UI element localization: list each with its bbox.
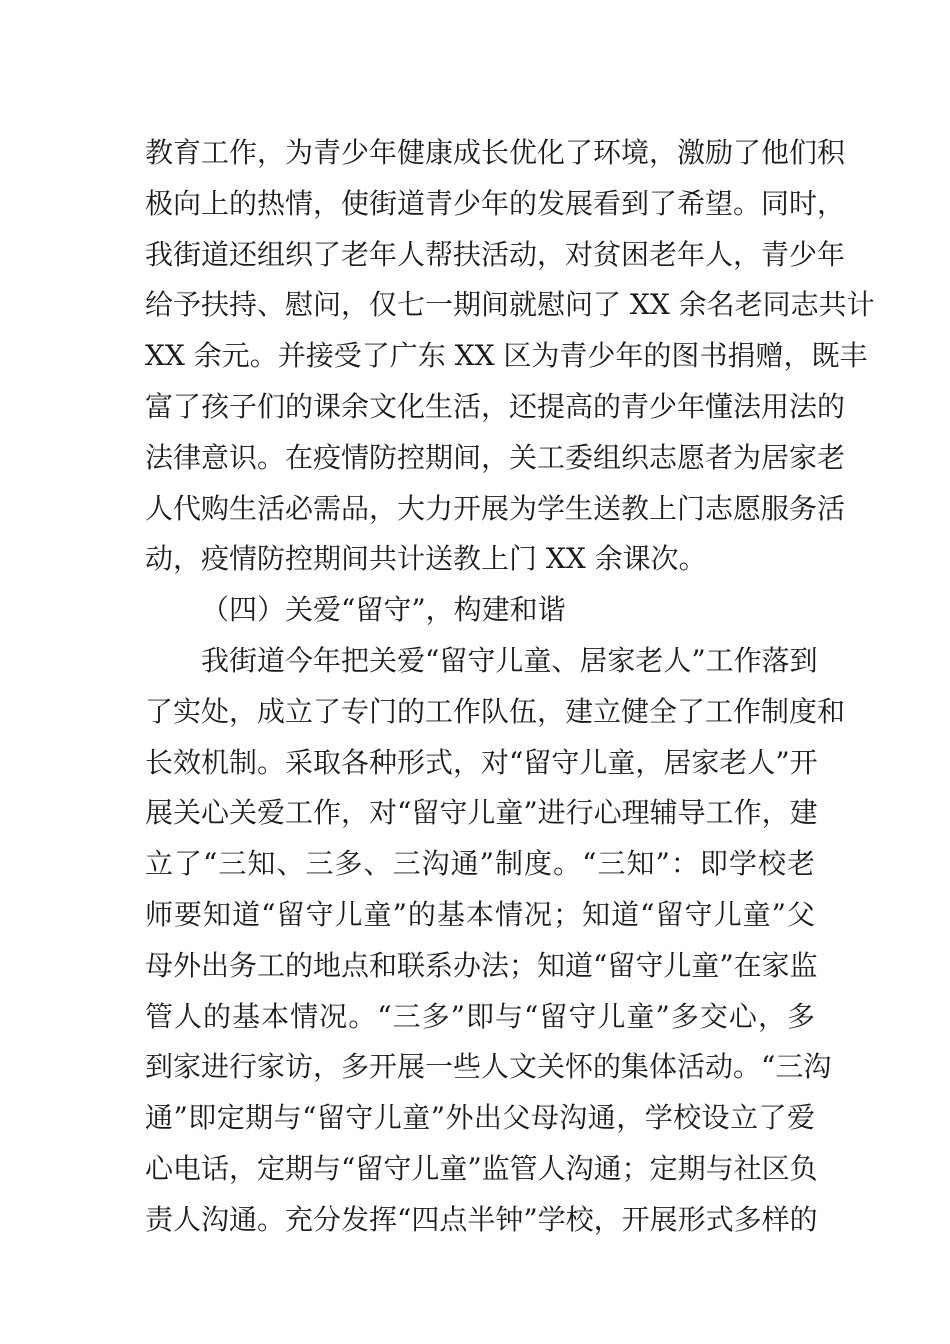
text-line: 管人的基本情况。“三多”即与“留守儿童”多交心，多 [145, 999, 815, 1033]
section-heading: （四）关爱“留守”，构建和谐 [201, 593, 566, 627]
text-line: 我街道今年把关爱“留守儿童、居家老人”工作落到 [201, 643, 818, 677]
text-line: 责人沟通。充分发挥“四点半钟”学校，开展形式多样的 [145, 1202, 818, 1236]
text-line: 长效机制。采取各种形式，对“留守儿童，居家老人”开 [145, 745, 818, 779]
body-text [145, 128, 875, 1246]
text-line: 极向上的热情，使街道青少年的发展看到了希望。同时， [145, 186, 846, 220]
text-line: 通”即定期与“留守儿童”外出父母沟通，学校设立了爱 [145, 1101, 815, 1135]
text-line: 给予扶持、慰问，仅七一期间就慰问了 XX 余名老同志共计 [145, 288, 875, 322]
text-line: 教育工作，为青少年健康成长优化了环境，激励了他们积 [145, 136, 846, 169]
text-line: 心电话，定期与“留守儿童”监管人沟通；定期与社区负 [145, 1151, 818, 1185]
text-line: 我街道还组织了老年人帮扶活动，对贫困老年人，青少年 [145, 237, 846, 271]
text-line: XX 余元。并接受了广东 XX 区为青少年的图书捐赠，既丰 [145, 339, 868, 373]
text-line: 动，疫情防控期间共计送教上门 XX 余课次。 [145, 542, 707, 576]
text-line: 立了“三知、三多、三沟通”制度。“三知”：即学校老 [145, 847, 815, 881]
text-line: 到家进行家访，多开展一些人文关怀的集体活动。“三沟 [145, 1050, 832, 1084]
text-line: 母外出务工的地点和联系办法；知道“留守儿童”在家监 [145, 948, 818, 982]
text-line: 人代购生活必需品，大力开展为学生送教上门志愿服务活 [145, 491, 846, 525]
text-line: 了实处，成立了专门的工作队伍，建立健全了工作制度和 [145, 694, 846, 728]
text-line: 富了孩子们的课余文化生活，还提高的青少年懂法用法的 [145, 389, 846, 423]
text-line: 展关心关爱工作，对“留守儿童”进行心理辅导工作，建 [145, 796, 818, 830]
text-line: 师要知道“留守儿童”的基本情况；知道“留守儿童”父 [145, 897, 815, 931]
text-line: 法律意识。在疫情防控期间，关工委组织志愿者为居家老 [145, 440, 846, 474]
